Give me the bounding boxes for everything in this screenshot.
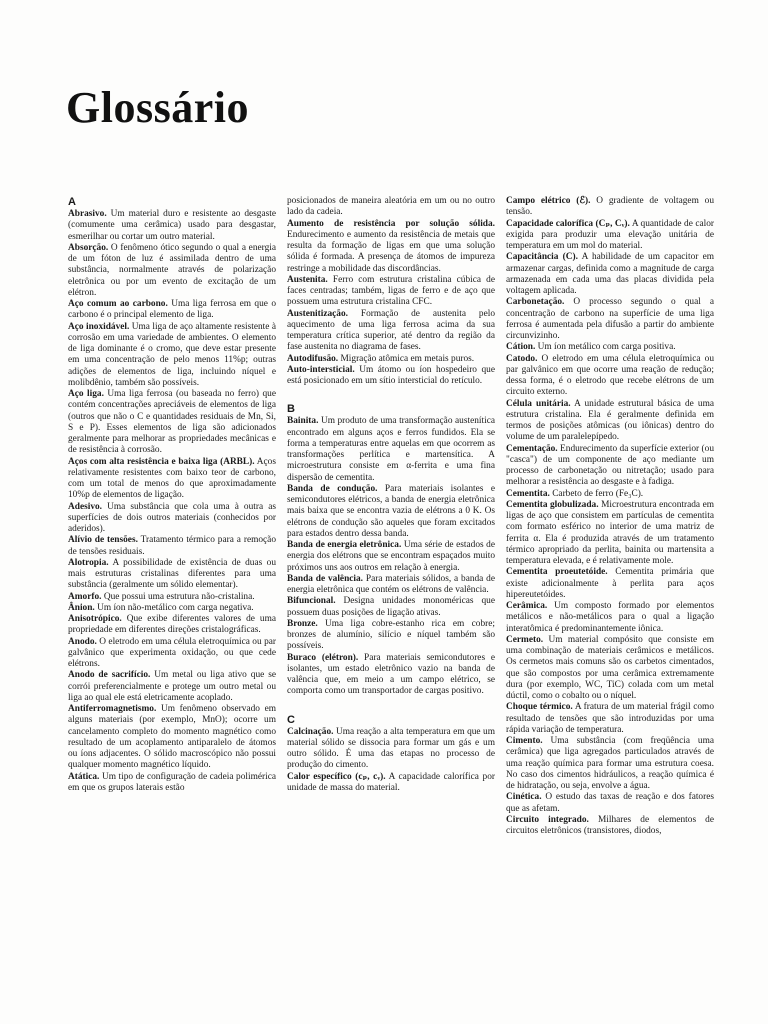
glossary-term: Banda de valência. xyxy=(287,573,364,584)
glossary-entry xyxy=(287,365,495,388)
glossary-definition: Uma substância (com freqüência uma cerâmica) que liga agregados particulados através de uma reação química para formar uma estrutura coesa. No caso dos cimentos hidráulicos, a reação química é de hidratação, ou seja, envolve a água. xyxy=(506,736,714,791)
glossary-entry xyxy=(68,457,276,502)
glossary-term: Carbonetação. xyxy=(506,297,565,308)
glossary-entry xyxy=(506,567,714,601)
glossary-term: Austenita. xyxy=(287,274,328,285)
glossary-term: Alotropia. xyxy=(68,557,109,568)
glossary-definition: Tratamento térmico para a remoção de tensões residuais. xyxy=(68,535,276,557)
glossary-term: Calcinação. xyxy=(287,726,334,737)
glossary-term: Aço inoxidável. xyxy=(68,321,130,332)
glossary-definition: A possibilidade de existência de duas ou mais estruturas cristalinas diferentes para uma substância (geralmente um sólido elementar). xyxy=(68,557,276,591)
glossary-definition: Que possui uma estrutura não-cristalina. xyxy=(101,591,255,602)
glossary-term: Cementita globulizada. xyxy=(506,499,599,510)
glossary-term: Calor específico (cₚ, cᵥ). xyxy=(287,771,386,782)
section-letter: C xyxy=(287,713,295,726)
glossary-entry xyxy=(506,219,714,253)
glossary-entry xyxy=(506,815,714,838)
glossary-definition: Um íon não-metálico com carga negativa. xyxy=(94,602,254,613)
glossary-definition: O estudo das taxas de reação e dos fatores que as afetam. xyxy=(506,792,714,814)
glossary-entry xyxy=(506,354,714,399)
glossary-entry xyxy=(506,601,714,635)
glossary-term: Capacitância (C). xyxy=(506,252,578,263)
glossary-entry xyxy=(68,592,276,603)
glossary-entry xyxy=(287,416,495,484)
glossary-definition: Uma reação a alta temperatura em que um material sólido se dissocia para formar um gás e um outro sólido. É uma das etapas no processo de produção do cimento. xyxy=(287,726,495,771)
glossary-entry xyxy=(68,670,276,704)
glossary-definition: Para materiais semicondutores e isolantes, um estado eletrônico vazio na banda de valência que, em meio a um campo elétrico, se comporta como um transportador de cargas positivo. xyxy=(287,652,496,697)
glossary-entry xyxy=(506,196,714,219)
glossary-entry xyxy=(287,275,495,309)
glossary-term: Auto-intersticial. xyxy=(287,364,355,375)
glossary-term: Aço comum ao carbono. xyxy=(68,299,168,309)
glossary-definition: Um íon metálico com carga positiva. xyxy=(535,342,676,353)
glossary-term: Buraco (elétron). xyxy=(287,652,359,663)
glossary-definition: Microestrutura encontrada em ligas de aço que consistem em partículas de cementita com formato esférico no interior de uma matriz de ferrita α. Ela é produzida através de um tratamento térmico apropriado da perlita, bainita ou martensita a temperatura elevada, e é relativamente mole. xyxy=(506,499,714,566)
glossary-term: Célula unitária. xyxy=(506,398,571,409)
glossary-term: Antiferromagnetismo. xyxy=(68,704,157,714)
glossary-entry xyxy=(68,558,276,592)
glossary-term: Cerâmica. xyxy=(506,601,548,611)
glossary-definition: Uma liga ferrosa em que o carbono é o principal elemento de liga. xyxy=(68,299,276,321)
glossary-definition: Uma liga cobre-estanho rica em cobre; bronzes de alumínio, silício e níquel também são possíveis. xyxy=(287,618,495,652)
glossary-definition: Milhares de elementos de circuitos eletrônicos (transistores, diodos, xyxy=(506,814,714,836)
glossary-definition: Para materiais sólidos, a banda de energia eletrônica que contém os elétrons de valência. xyxy=(287,573,495,595)
glossary-definition: O eletrodo em uma célula eletroquímica ou par galvânico que experimenta oxidação, ou que cede elétrons. xyxy=(68,636,276,669)
glossary-term: Alívio de tensões. xyxy=(68,535,138,546)
glossary-term: Autodifusão. xyxy=(287,353,339,364)
glossary-definition: O gradiente de voltagem ou tensão. xyxy=(506,196,714,218)
glossary-term: Cinética. xyxy=(506,792,542,803)
glossary-definition: Um produto de uma transformação austenítica encontrado em alguns aços e ferros fundidos. Ela se forma a temperaturas entre aquelas em que ocorrem as transformações perlítica e martensítica. A microestrutura consiste em α-ferrita e uma fina dispersão de cementita. xyxy=(287,416,495,483)
glossary-term: Cátion. xyxy=(506,342,536,353)
glossary-term: Cimento. xyxy=(506,736,543,746)
glossary-definition: Aços relativamente resistentes com baixo teor de carbono, com um total de menos do que aproximadamente 10%p de elementos de ligação. xyxy=(68,456,276,501)
glossary-entry xyxy=(68,704,276,772)
glossary-column-1 xyxy=(68,196,276,794)
glossary-entry xyxy=(68,614,276,637)
glossary-term: Anodo. xyxy=(68,636,97,647)
glossary-definition: Cementita primária que existe adicionalmente à perlita para aços hipereutetóides. xyxy=(506,567,714,600)
glossary-entry xyxy=(506,399,714,444)
glossary-entry xyxy=(68,389,276,457)
glossary-term: Adesivo. xyxy=(68,501,103,512)
glossary-definition: A quantidade de calor exigida para produzir uma elevação unitária de temperatura em um mol do material. xyxy=(506,218,714,251)
glossary-term: Bronze. xyxy=(287,618,318,629)
glossary-entry xyxy=(68,243,276,299)
glossary-term: Bainita. xyxy=(287,416,319,427)
glossary-definition: A habilidade de um capacitor em armazenar cargas, definida como a magnitude de carga armazenada em cada uma das placas dividida pela voltagem aplicada. xyxy=(506,252,714,296)
glossary-definition: Carbeto de ferro (Fe₃C). xyxy=(549,488,644,499)
glossary-definition: Endurecimento e aumento da resistência de metais que resulta da formação de ligas em que uma solução sólida é formada. A presença de átomos de impureza restringe a mobilidade das discordâncias. xyxy=(287,229,495,274)
glossary-entry xyxy=(68,322,276,390)
glossary-entry xyxy=(506,500,714,568)
section-letter: A xyxy=(68,196,76,208)
glossary-term: Ânion. xyxy=(68,602,95,613)
glossary-term: Cementita proeutetóide. xyxy=(506,567,608,578)
glossary-definition: Designa unidades monoméricas que possuem duas posições de ligação ativas. xyxy=(287,596,495,618)
glossary-term: Choque térmico. xyxy=(506,702,573,713)
glossary-definition: Uma liga ferrosa (ou baseada no ferro) que contém concentrações apreciáveis de elementos de liga (outros que não o C e quantidades residuais de Mn, Si, S e P). Esses elementos de liga são adicionados geralmente para melhorar as propriedades mecânicas e de resistência à corrosão. xyxy=(68,389,276,456)
glossary-definition: O fenômeno ótico segundo o qual a energia de um fóton de luz é assimilada dentro de uma substância, normalmente através de polarização eletrônica ou por um evento de excitação de um elétron. xyxy=(68,242,276,298)
glossary-term: Cementita. xyxy=(506,488,550,499)
glossary-entry xyxy=(506,252,714,297)
glossary-term: Banda de energia eletrônica. xyxy=(287,540,402,550)
glossary-term: Amorfo. xyxy=(68,591,102,602)
glossary-definition: Um composto formado por elementos metálicos e não-metálicos para o qual a ligação interatômica é predominantemente iônica. xyxy=(506,601,714,634)
glossary-definition: posicionados de maneira aleatória em um ou no outro lado da cadeia. xyxy=(287,196,495,218)
glossary-entry xyxy=(287,540,495,574)
glossary-term: Campo elétrico (ℰ). xyxy=(506,196,591,206)
glossary-definition: A capacidade calorífica por unidade de massa do material. xyxy=(287,771,495,793)
glossary-entry xyxy=(287,772,495,795)
glossary-entry xyxy=(68,637,276,671)
glossary-entry xyxy=(287,309,495,354)
glossary-entry xyxy=(287,619,495,653)
glossary-term: Capacidade calorífica (Cₚ, Cᵥ). xyxy=(506,218,630,229)
glossary-term: Cementação. xyxy=(506,443,558,454)
glossary-term: Cermeto. xyxy=(506,634,544,645)
glossary-entry xyxy=(68,772,276,795)
glossary-term: Banda de condução. xyxy=(287,483,378,494)
glossary-term: Abrasivo. xyxy=(68,209,107,219)
glossary-definition: Um metal ou liga ativo que se corrói preferencialmente e protege um outro metal ou liga ao qual ele está eletricamente acoplado. xyxy=(68,670,276,703)
glossary-definition: A fratura de um material frágil como resultado de tensões que são introduzidas por uma rápida variação de temperatura. xyxy=(506,702,714,735)
glossary-definition: Uma liga de aço altamente resistente à corrosão em uma variedade de ambientes. O elemento de liga dominante é o cromo, que deve estar presente em uma concentração de pelo menos 11%p; outras adições de elementos de liga, incluindo níquel e molibdênio, também são possíveis. xyxy=(68,321,276,388)
glossary-definition: A unidade estrutural básica de uma estrutura cristalina. Ela é geralmente definida em termos de posições atômicas (ou iônicas) dentro do volume de um paralelepípedo. xyxy=(506,398,714,443)
glossary-definition: Que exibe diferentes valores de uma propriedade em diferentes direções cristalográficas. xyxy=(68,614,276,636)
glossary-definition: Um tipo de configuração de cadeia polimérica em que os grupos laterais estão xyxy=(68,771,276,793)
glossary-definition: O eletrodo em uma célula eletroquímica ou par galvânico em que ocorre uma reação de redução; dessa forma, é o eletrodo que recebe elétrons de um circuito externo. xyxy=(506,353,714,398)
glossary-term: Circuito integrado. xyxy=(506,814,589,825)
glossary-entry xyxy=(506,444,714,489)
glossary-entry xyxy=(287,596,495,619)
glossary-entry xyxy=(287,727,495,772)
glossary-column-3 xyxy=(506,196,714,837)
glossary-entry xyxy=(68,209,276,243)
glossary-entry xyxy=(506,489,714,500)
glossary-definition: Um fenômeno observado em alguns materiais (por exemplo, MnO); ocorre um cancelamento completo do momento magnético como resultado de um acoplamento antiparalelo de átomos ou íons adjacentes. O sólido macroscópico não possui qualquer momento magnético líquido. xyxy=(68,704,276,771)
glossary-definition: Migração atômica em metais puros. xyxy=(338,353,475,364)
glossary-term: Atática. xyxy=(68,771,100,782)
glossary-entry xyxy=(287,219,495,275)
glossary-entry xyxy=(68,299,276,322)
glossary-entry xyxy=(506,342,714,353)
glossary-term: Aumento de resistência por solução sólida. xyxy=(287,218,495,229)
glossary-definition: Uma série de estados de energia dos elétrons que se encontram espaçados muito próximos uns aos outros em relação à energia. xyxy=(287,540,495,573)
glossary-term: Anodo de sacrifício. xyxy=(68,670,151,681)
glossary-definition: Uma substância que cola uma à outra as superfícies de dois outros materiais (conhecidos por aderidos). xyxy=(68,501,276,534)
glossary-definition: Endurecimento da superfície exterior (ou "casca") de um componente de aço mediante um processo de carbonetação ou nitretação; usado para melhorar a resistência ao desgaste e à fadiga. xyxy=(506,443,714,488)
glossary-definition: Para materiais isolantes e semicondutores elétricos, a banda de energia eletrônica mais baixa que se encontra vazia de elétrons a 0 K. Os elétrons de condução são aqueles que foram excitados para estados dentro dessa banda. xyxy=(287,483,495,539)
glossary-entry xyxy=(287,484,495,540)
glossary-term: Anisotrópico. xyxy=(68,614,122,624)
glossary-entry xyxy=(506,297,714,342)
glossary-entry xyxy=(287,653,495,698)
glossary-term: Absorção. xyxy=(68,242,109,253)
glossary-term: Bifuncional. xyxy=(287,596,336,607)
glossary-entry xyxy=(506,792,714,815)
glossary-entry xyxy=(68,603,276,614)
glossary-definition: Ferro com estrutura cristalina cúbica de faces centradas; também, ligas de ferro e de aço que possuem uma estrutura cristalina CFC. xyxy=(287,274,495,308)
glossary-entry xyxy=(506,736,714,792)
glossary-entry xyxy=(68,535,276,558)
glossary-term: Aço liga. xyxy=(68,389,104,399)
section-letter: B xyxy=(287,403,295,416)
glossary-definition: Um átomo ou íon hospedeiro que está posicionado em um sítio intersticial do retículo. xyxy=(287,364,495,386)
glossary-definition: O processo segundo o qual a concentração de carbono na superfície de uma liga ferrosa é aumentada pela difusão a partir do ambiente circunvizinho. xyxy=(506,297,714,341)
page-title: Glossário xyxy=(66,83,249,132)
glossary-entry xyxy=(287,196,495,219)
glossary-entry xyxy=(287,354,495,365)
glossary-entry xyxy=(506,635,714,703)
glossary-column-2 xyxy=(287,196,495,794)
glossary-definition: Formação de austenita pelo aquecimento de uma liga ferrosa acima da sua temperatura crítica superior, até dentro da região da fase austenita no diagrama de fases. xyxy=(287,308,495,353)
glossary-term: Austenitização. xyxy=(287,308,348,319)
glossary-definition: Um material compósito que consiste em uma combinação de materiais cerâmicos e metálicos. Os cermetos mais comuns são os carbetos cimentados, que são compostos por uma cerâmica extremamente dura (por exemplo, WC, TiC) colada com um metal dúctil, como o cobalto ou o níquel. xyxy=(506,634,714,701)
glossary-definition: Um material duro e resistente ao desgaste (comumente uma cerâmica) usado para desgastar, esmerilhar ou cortar um outro material. xyxy=(68,209,276,242)
glossary-entry xyxy=(506,702,714,736)
glossary-term: Aços com alta resistência e baixa liga (ARBL). xyxy=(68,456,255,467)
glossary-entry xyxy=(287,574,495,597)
glossary-entry xyxy=(68,502,276,536)
glossary-term: Catodo. xyxy=(506,353,538,364)
